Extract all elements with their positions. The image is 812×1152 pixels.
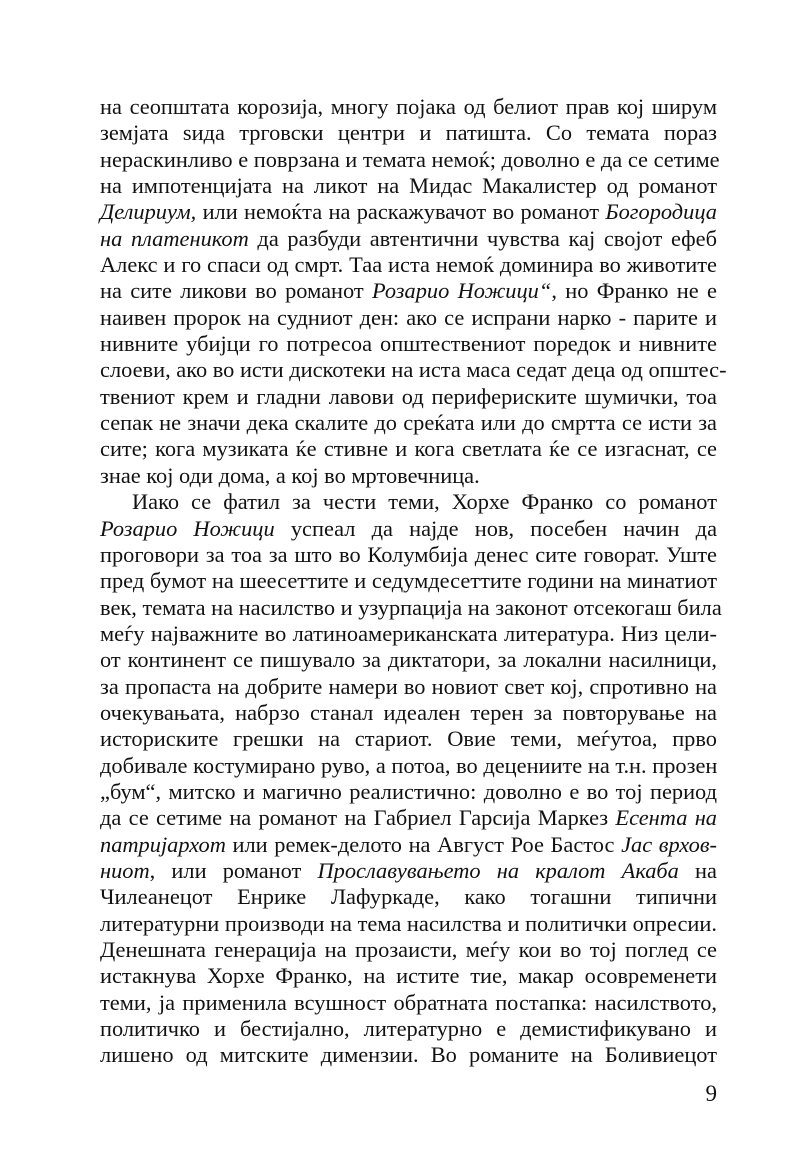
text-line xyxy=(100,753,717,779)
text-line xyxy=(100,305,717,331)
text-run: сепак не значи дека скалите до среќата или до смртта се исти за xyxy=(100,410,717,436)
text-line xyxy=(100,1042,717,1068)
text-line xyxy=(100,252,717,278)
text-line xyxy=(100,858,717,884)
text-run: или ремек-делото на Август Рое Бастос xyxy=(225,831,622,857)
text-line xyxy=(100,489,717,515)
text-line xyxy=(100,226,717,252)
text-line xyxy=(100,94,717,120)
text-line xyxy=(100,832,717,858)
text-line xyxy=(100,331,717,357)
text-line xyxy=(100,357,727,383)
text-line xyxy=(100,568,717,594)
italic-text-run: Делириум, xyxy=(100,199,197,225)
text-line xyxy=(100,990,717,1016)
page-number: 9 xyxy=(705,1081,717,1106)
text-run: нивните убијци го потресоа општествениот поредок и нивните xyxy=(100,331,717,357)
text-run: литературни производи на тема насилства и политички опресии. xyxy=(100,910,717,936)
text-run: от континент се пишувало за диктатори, за локални насилници, xyxy=(100,647,717,673)
text-line xyxy=(100,120,717,146)
text-run: Денешната генерација на прозаисти, меѓу кои во тој поглед се xyxy=(100,937,717,962)
text-line xyxy=(100,805,717,831)
text-run: твениот крем и гладни лавови од перифериските шумички, тоа xyxy=(100,383,717,409)
text-run: за пропаста на добрите намери во новиот свет кој, спротивно на xyxy=(100,673,717,699)
text-line xyxy=(100,173,717,199)
text-line xyxy=(100,463,717,489)
text-line xyxy=(100,436,717,462)
text-run: земјата ѕида трговски центри и патишта. Со темата пораз xyxy=(100,120,717,146)
text-run: , но Франко не е xyxy=(551,278,717,304)
text-run: Иако се фатил за чести теми, Хорхе Франко со романот xyxy=(132,489,717,515)
italic-text-run: ниот xyxy=(100,857,150,883)
text-line xyxy=(100,278,717,304)
italic-text-run: Богородица xyxy=(605,199,717,225)
text-run: Чилеанецот Енрике Лафуркаде, како тогашни типични xyxy=(100,884,717,910)
text-run: на xyxy=(678,857,717,883)
italic-text-run: Јас врхов- xyxy=(621,831,717,857)
text-run: на сите ликови во романот xyxy=(100,278,373,304)
text-run: наивен пророк на судниот ден: ако се испрани нарко - парите и xyxy=(100,304,717,330)
text-run: проговори за тоа за што во Колумбија денес сите говорат. Уште xyxy=(100,541,717,567)
text-line xyxy=(100,621,717,647)
text-run: историските грешки на стариот. Овие теми, меѓутоа, прво xyxy=(100,726,717,752)
text-run: „бум“, митско и магично реалистично: доволно е во тој период xyxy=(100,778,717,804)
text-run: очекувањата, набрзо станал идеален терен за повторување на xyxy=(100,699,717,725)
text-run: Алекс и го спаси од смрт. Таа иста немоќ доминира во животите xyxy=(100,252,717,278)
text-line xyxy=(100,963,717,989)
text-line xyxy=(100,911,717,937)
text-run: нераскинливо е поврзана и темата немоќ; доволно е да се сетиме xyxy=(100,146,720,172)
text-line xyxy=(100,937,717,963)
text-run: истакнува Хорхе Франко, на истите тие, макар осовременети xyxy=(100,963,717,989)
text-run: добивале костумирано руво, а потоа, во децениите на т.н. прозен xyxy=(100,752,718,778)
italic-text-run: на платеникот xyxy=(100,225,249,251)
text-line xyxy=(100,674,717,700)
text-line xyxy=(100,410,717,436)
text-run: слоеви, ако во исти дискотеки на иста маса седат деца од општес- xyxy=(100,357,727,383)
text-run: меѓу најважните во латиноамериканската литература. Низ цели- xyxy=(100,620,717,646)
text-run: пред бумот на шеесеттите и седумдесеттите години на минатиот xyxy=(100,568,717,594)
text-run: да се сетиме на романот на Габриел Гарсија Маркез xyxy=(100,805,616,831)
text-line xyxy=(100,199,717,225)
text-run: знае кој оди дома, а кој во мртовечница. xyxy=(100,462,480,488)
text-line xyxy=(100,146,720,173)
text-line xyxy=(100,384,717,410)
text-line xyxy=(100,647,717,673)
italic-text-run: Есента на xyxy=(615,805,718,831)
text-line xyxy=(100,516,717,542)
italic-text-run: Розарио Ножици xyxy=(100,515,275,541)
text-line xyxy=(100,594,722,621)
text-run: век, темата на насилство и узурпација на законот отсекогаш била xyxy=(100,594,722,620)
text-run: успеал да најде нов, посебен начин да xyxy=(274,515,718,541)
text-line xyxy=(100,884,717,910)
text-line xyxy=(100,542,717,568)
text-run: да разбуди автентични чувства кај својот ефеб xyxy=(248,225,717,251)
italic-text-run: Прославувањето на кралот Акаба xyxy=(317,857,679,883)
text-line xyxy=(100,1016,717,1042)
paragraph xyxy=(100,94,727,489)
text-run: или немоќта на раскажувачот во романот xyxy=(196,199,606,225)
text-line xyxy=(100,726,717,752)
text-line xyxy=(100,779,717,805)
italic-text-run: Розарио Ножици“ xyxy=(372,278,552,304)
text-run: сите; кога музиката ќе стивне и кога светлата ќе се изгаснат, се xyxy=(100,436,717,462)
paragraph xyxy=(100,489,722,1069)
text-run: , или романот xyxy=(149,857,318,883)
text-run: теми, ја применила всушност обратната постапка: насилството, xyxy=(100,989,717,1015)
text-run: лишено од митските димензии. Во романите на Боливиецот xyxy=(100,1042,717,1068)
text-run: на сеопштата корозија, многу појака од белиот прав кој ширум xyxy=(100,94,717,119)
text-run: на импотенцијата на ликот на Мидас Макалистер од романот xyxy=(100,173,717,199)
italic-text-run: патријархот xyxy=(100,831,226,857)
text-line xyxy=(100,700,717,726)
page-text xyxy=(100,94,727,1069)
text-run: политичко и бестијално, литературно е демистификувано и xyxy=(100,1016,717,1042)
